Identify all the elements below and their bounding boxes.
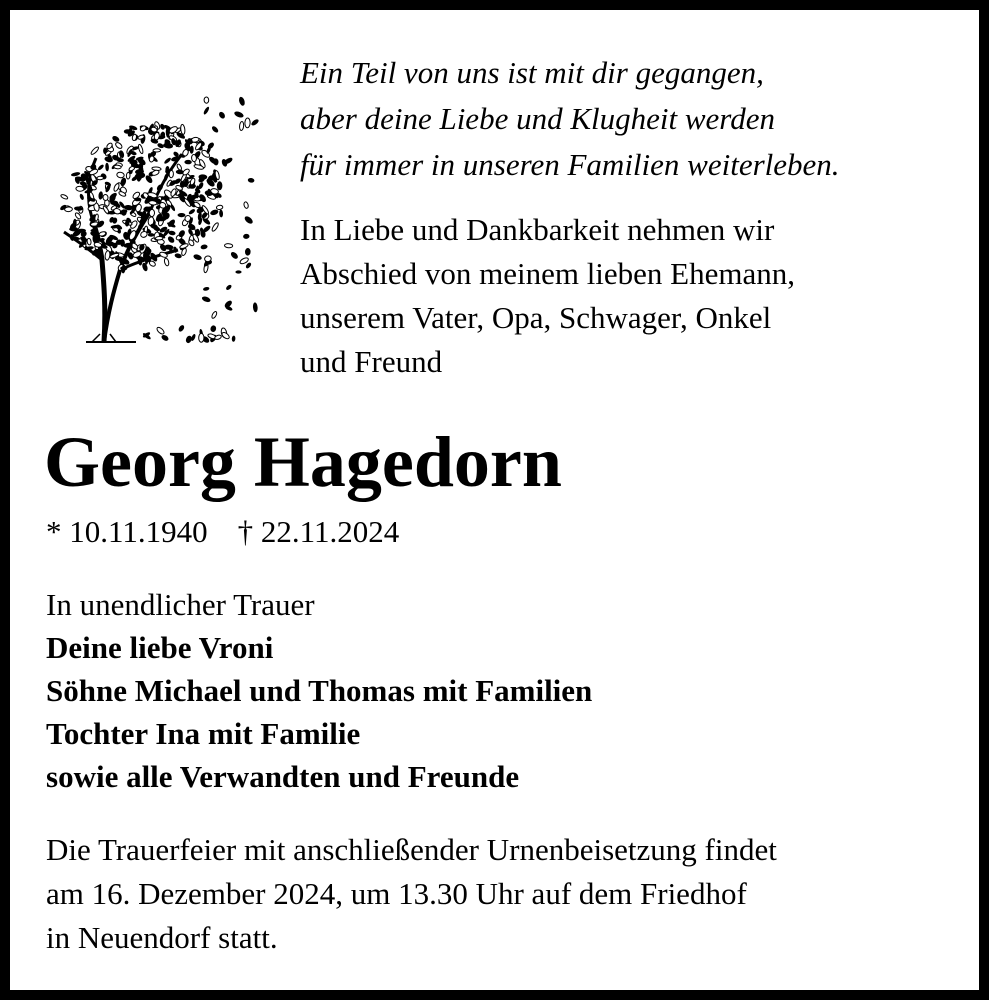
leaf (79, 193, 85, 200)
leaf (238, 96, 246, 106)
leaf (177, 213, 185, 217)
leaf (138, 144, 144, 154)
windblown-tree-icon (46, 80, 261, 350)
leaf (177, 324, 185, 333)
leaf (76, 186, 84, 191)
leaf (235, 270, 241, 273)
leaf (71, 171, 81, 176)
poem (300, 50, 840, 188)
leaf (250, 118, 259, 127)
leaf (230, 251, 240, 260)
leaf (97, 176, 104, 180)
leaf (174, 253, 182, 259)
deceased-name: Georg Hagedorn (44, 422, 562, 502)
poem-line: aber deine Liebe und Klugheit werden (300, 101, 775, 136)
leaf (204, 256, 211, 262)
leaf (103, 194, 109, 200)
leaf (160, 334, 169, 342)
leaf (188, 208, 196, 215)
leaf (169, 170, 174, 178)
leaf (60, 194, 68, 200)
leaf (105, 250, 111, 260)
intro-line: unserem Vater, Opa, Schwager, Onkel (300, 300, 772, 335)
leaf (199, 333, 204, 342)
leaf (156, 326, 165, 335)
leaf (155, 236, 163, 240)
mourner-name: Söhne Michael und Thomas mit Familien (46, 673, 593, 708)
service-line: in Neuendorf statt. (46, 920, 278, 955)
leaf (253, 302, 258, 312)
mourner-name: Tochter Ina mit Familie (46, 716, 361, 751)
leaf (193, 253, 203, 261)
mourner-name: sowie alle Verwandten und Freunde (46, 759, 520, 794)
leaf (124, 129, 131, 134)
intro-line: Abschied von meinem lieben Ehemann, (300, 256, 796, 291)
leaf (221, 331, 230, 340)
leaf (243, 215, 254, 225)
leaf (167, 235, 176, 244)
leaf (245, 248, 251, 256)
mourners-list (46, 583, 592, 798)
leaf (239, 121, 244, 130)
leaf (219, 209, 223, 217)
leaf (248, 178, 255, 183)
leaf (243, 234, 250, 240)
leaf (224, 243, 232, 248)
obituary-notice (10, 10, 979, 990)
leaf (184, 160, 191, 165)
leaf (90, 146, 99, 155)
life-dates (46, 512, 399, 552)
leaf (218, 111, 226, 120)
leaf (211, 222, 219, 232)
leaf (116, 172, 124, 179)
leaf (164, 258, 170, 267)
leaf (211, 311, 218, 319)
funeral-service-info (46, 828, 777, 960)
leaf (105, 163, 109, 172)
leaf (111, 135, 120, 143)
leaf (185, 335, 193, 344)
death-date: † 22.11.2024 (237, 514, 400, 549)
leaf (203, 286, 210, 291)
intro-line: In Liebe und Dankbarkeit nehmen wir (300, 212, 775, 247)
leaf (225, 284, 232, 291)
leaf (98, 191, 103, 200)
mourner-name: Deine liebe Vroni (46, 630, 274, 665)
leaf (203, 106, 210, 115)
service-line: am 16. Dezember 2024, um 13.30 Uhr auf dem Friedhof (46, 876, 747, 911)
leaf (115, 141, 123, 149)
leaf (97, 164, 105, 171)
leaf (148, 233, 155, 237)
leaf (201, 295, 211, 303)
intro-line: und Freund (300, 344, 443, 379)
leaf (210, 325, 217, 333)
leaf (200, 244, 208, 250)
leaf (180, 124, 185, 134)
leaf (151, 169, 160, 176)
leaf (232, 335, 236, 341)
leaf (233, 110, 244, 118)
leaf (179, 243, 189, 250)
leaf (114, 165, 122, 169)
leaf (113, 183, 120, 192)
birth-date: * 10.11.1940 (46, 514, 208, 549)
leaf (245, 118, 251, 128)
leaf (87, 238, 92, 245)
leaf (211, 125, 219, 133)
leaf (163, 142, 174, 149)
leaf (204, 97, 209, 103)
leaf (191, 154, 197, 162)
poem-line: für immer in unseren Familien weiterleben. (300, 147, 840, 182)
intro-text (300, 208, 795, 384)
leaf (217, 181, 223, 190)
service-line: Die Trauerfeier mit anschließender Urnenbeisetzung findet (46, 832, 777, 867)
leaf (163, 157, 171, 165)
leaf (64, 207, 72, 212)
mourners-heading: In unendlicher Trauer (46, 587, 315, 622)
leaf (137, 174, 141, 181)
leaf (216, 205, 223, 210)
poem-line: Ein Teil von uns ist mit dir gegangen, (300, 55, 764, 90)
leaf (243, 201, 249, 208)
leaf (176, 163, 182, 170)
